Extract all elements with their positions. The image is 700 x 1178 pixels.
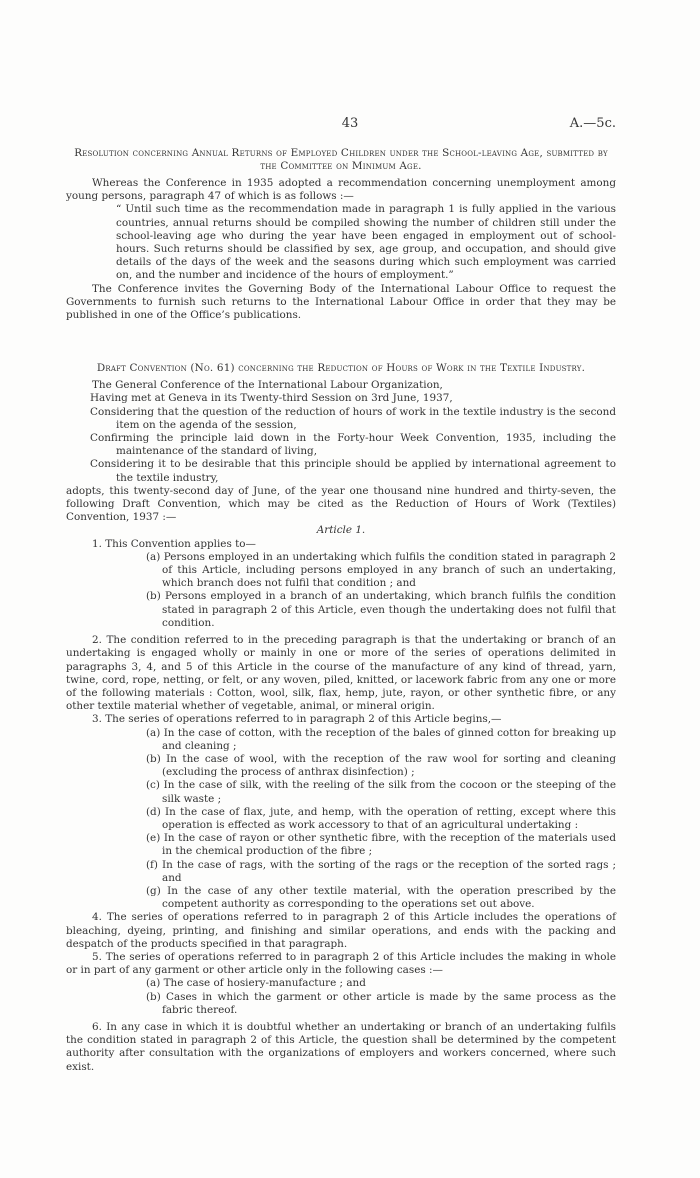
article-subparagraph: (b) Cases in which the garment or other article is made by the same process as the fabric thereof. xyxy=(146,990,616,1016)
article-subparagraph: (b) In the case of wool, with the reception of the raw wool for sorting and cleaning (excluding the process of anthrax disinfection) ; xyxy=(146,752,616,779)
resolution-paragraph: The Conference invites the Governing Body of the International Labour Office to request the Governments to furnish such returns to the International Labour Office in order that they may be published in one of the Office’s publications. xyxy=(66,282,616,322)
article-subparagraph: (f) In the case of rags, with the sorting of the rags or the reception of the sorted rags ; and xyxy=(146,858,616,884)
resolution-quote: “ Until such time as the recommendation made in paragraph 1 is fully applied in the various countries, annual returns should be compiled showing the number of children still under the school-leaving age who during the year have been engaged in employment out of school-hours. Such returns should be classified by sex, age group, and occupation, and should give details of the days of the week and the seasons during which such employment was carried on, and the number and incidence of the hours of employment.” xyxy=(116,203,616,282)
page-number: 43 xyxy=(341,116,359,131)
resolution-title: Resolution concerning Annual Returns of Employed Children under the School-leaving Age, submitted by the Committee on Minimum Age. xyxy=(74,147,608,172)
article-paragraph: 3. The series of operations referred to in paragraph 2 of this Article begins,— xyxy=(92,713,502,726)
article-subparagraph: (a) Persons employed in an undertaking which fulfils the condition stated in paragraph 2 of this Article, including persons employed in any branch of such an undertaking, which branch does not fulfil that condition ; and xyxy=(146,550,616,590)
article-subparagraph: (g) In the case of any other textile material, with the operation prescribed by the competent authority as corresponding to the operations set out above. xyxy=(146,884,616,911)
convention-section xyxy=(66,362,616,1074)
preamble-considering: Considering it to be desirable that this principle should be applied by international agreement to the textile industry, xyxy=(90,458,616,484)
article-subparagraph: (b) Persons employed in a branch of an undertaking, which branch fulfils the condition stated in paragraph 2 of this Article, even though the undertaking does not fulfil that condition. xyxy=(146,590,616,629)
article-paragraph: 5. The series of operations referred to in paragraph 2 of this Article includes the making in whole or in part of any garment or other article only in the following cases :— xyxy=(66,950,616,977)
resolution-paragraph: Whereas the Conference in 1935 adopted a recommendation concerning unemployment among young persons, paragraph 47 of which is as follows :— xyxy=(66,177,616,203)
article-subparagraph: (c) In the case of silk, with the reeling of the silk from the cocoon or the steeping of the silk waste ; xyxy=(146,779,616,805)
convention-intro: The General Conference of the International Labour Organization, xyxy=(92,379,443,392)
article-paragraph: 6. In any case in which it is doubtful whether an undertaking or branch of an undertaking fulfils the condition stated in paragraph 2 of this Article, the question shall be determined by the competent authority after consultation with the organizations of employers and workers concerned, where such exist. xyxy=(66,1020,616,1073)
article-paragraph: 2. The condition referred to in the preceding paragraph is that the undertaking or branch of an undertaking is engaged wholly or mainly in one or more of the series of operations delimited in paragraphs 3, 4, and 5 of this Article in the course of the manufacture of any kind of thread, yarn, twine, cord, rope, netting, or felt, or any woven, piled, knitted, or lacework fabric from any one or more of the following materials : Cotton, wool, silk, flax, hemp, jute, rayon, or other synthetic fibre, or any other textile material whether of vegetable, animal, or mineral origin. xyxy=(66,634,616,713)
convention-title: Draft Convention (No. 61) concerning the Reduction of Hours of Work in the Textile Industry. xyxy=(96,362,586,375)
article-paragraph: 4. The series of operations referred to in paragraph 2 of this Article includes the operations of bleaching, dyeing, printing, and finishing and similar operations, and ends with the packing and despatch of the products specified in that paragraph. xyxy=(66,911,616,950)
document-reference: A.—5c. xyxy=(569,116,616,131)
article-subparagraph: (a) In the case of cotton, with the reception of the bales of ginned cotton for breaking up and cleaning ; xyxy=(146,726,616,752)
article-subparagraph: (d) In the case of flax, jute, and hemp, with the operation of retting, except where this operation is effected as work accessory to that of an agricultural undertaking : xyxy=(146,805,616,831)
article-subparagraph: (a) The case of hosiery-manufacture ; and xyxy=(146,977,366,990)
article-heading: Article 1. xyxy=(316,524,366,537)
preamble-considering: Considering that the question of the reduction of hours of work in the textile industry is the second item on the agenda of the session, xyxy=(90,405,616,431)
preamble-confirming: Confirming the principle laid down in the Forty-hour Week Convention, 1935, including the maintenance of the standard of living, xyxy=(90,432,616,458)
preamble-having: Having met at Geneva in its Twenty-third Session on 3rd June, 1937, xyxy=(90,392,453,405)
page-body xyxy=(66,147,616,1074)
article-subparagraph: (e) In the case of rayon or other synthetic fibre, with the reception of the materials used in the chemical production of the fibre ; xyxy=(146,832,616,858)
article-paragraph: 1. This Convention applies to— xyxy=(92,537,256,550)
convention-adopts: adopts, this twenty-second day of June, of the year one thousand nine hundred and thirty-seven, the following Draft Convention, which may be cited as the Reduction of Hours of Work (Textiles) Convention, 1937 :— xyxy=(66,484,616,524)
resolution-section xyxy=(66,147,616,322)
